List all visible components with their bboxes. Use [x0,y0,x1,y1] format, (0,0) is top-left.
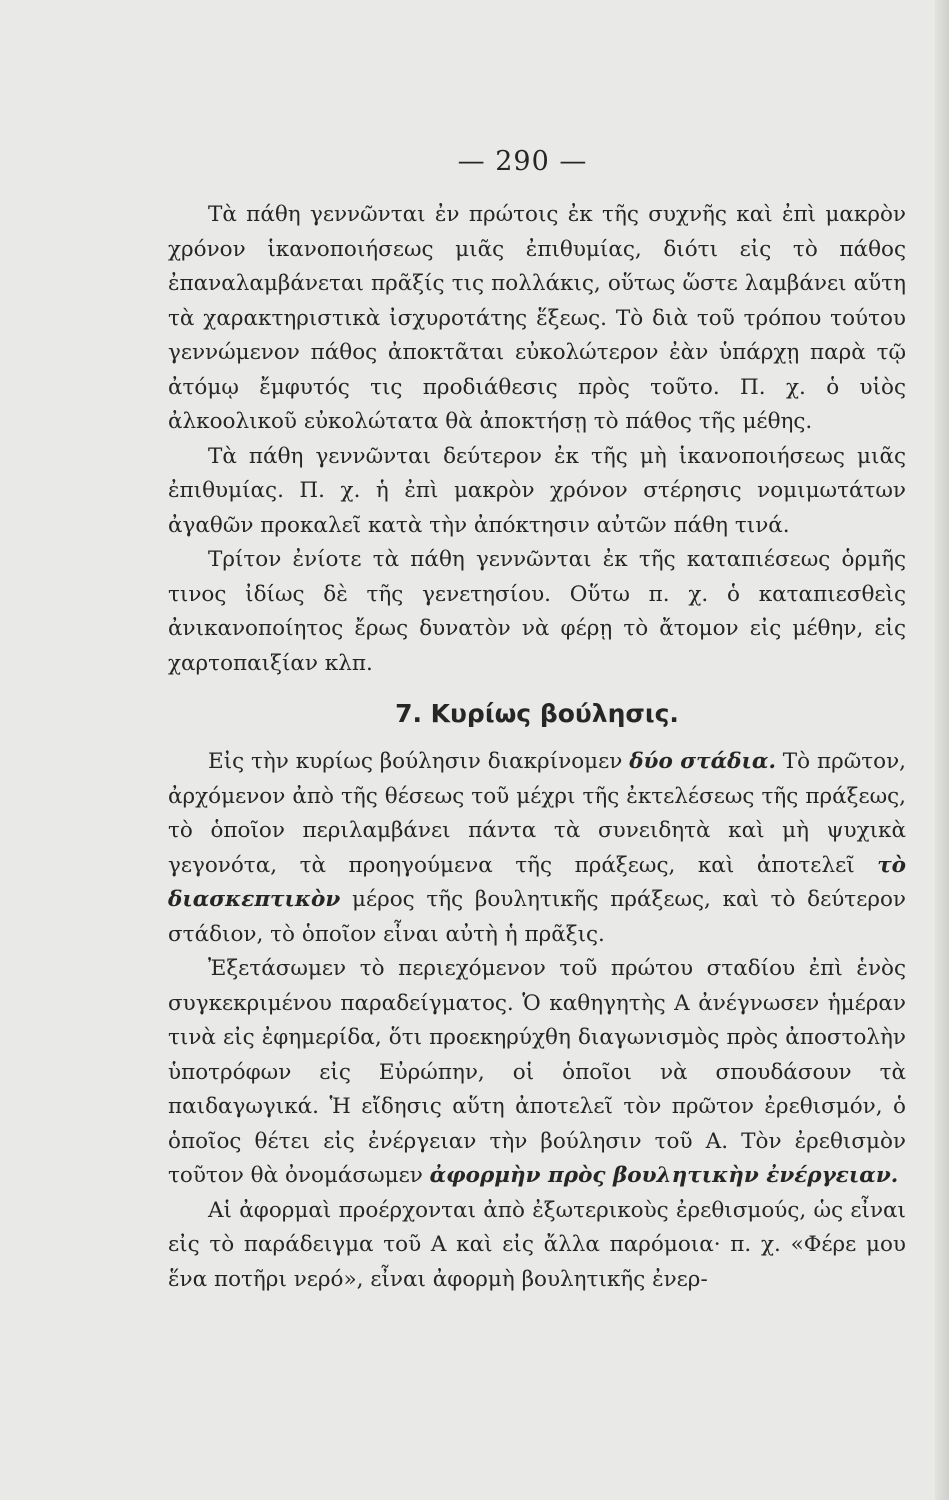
page-edge [935,0,949,1500]
emphasis-deliberative: τὸ διασκεπτικὸν [168,852,906,912]
page-body [168,198,906,1297]
section-heading: 7. Κυρίως βούλησις. [395,699,679,728]
paragraph-4-text-a: Εἰς τὴν κυρίως βούλησιν διακρίνομεν [208,749,630,774]
paragraph-5-text-a: Ἐξετάσωμεν τὸ περιεχόμενον τοῦ πρώτου σταδίου ἐπὶ ἑνὸς συγκεκριμένου παραδείγματος. Ὁ καθηγητὴς Α ἀνέγνωσεν ἡμέραν τινὰ εἰς ἐφημερίδα, ὅτι προεκηρύχθη διαγωνισμὸς πρὸς ἀποστολὴν ὑποτρόφων εἰς Εὐρώπην, οἱ ὁποῖοι νὰ σπουδάσουν τὰ παιδαγωγικά. Ἡ εἴδησις αὕτη ἀποτελεῖ τὸν πρῶτον ἐρεθισμόν, ὁ ὁποῖος θέτει εἰς ἐνέργειαν τὴν βούλησιν τοῦ Α. Τὸν ἐρεθισμὸν τοῦτον θὰ ὀνομάσωμεν [168,956,906,1188]
paragraph-2: Τὰ πάθη γεννῶνται δεύτερον ἐκ τῆς μὴ ἱκανοποιήσεως μιᾶς ἐπιθυμίας. Π. χ. ἡ ἐπὶ μακρὸν χρόνον στέρησις νομιμωτάτων ἀγαθῶν προκαλεῖ κατὰ τὴν ἀπόκτησιν αὐτῶν πάθη τινά. [168,443,906,538]
paragraph-4-text-e: μέρος τῆς βουλητικῆς πράξεως, καὶ τὸ δεύτερον στάδιον, τὸ ὁποῖον εἶναι αὐτὴ ἡ πρᾶξις. [168,887,906,947]
paragraph-3: Τρίτον ἐνίοτε τὰ πάθη γεννῶνται ἐκ τῆς καταπιέσεως ὁρμῆς τινος ἰδίως δὲ τῆς γενετησίου. Οὕτω π. χ. ὁ καταπιεσθεὶς ἀνικανοποίητος ἔρως δυνατὸν νὰ φέρῃ τὸ ἄτομον εἰς μέθην, εἰς χαρτοπαιξίαν κλπ. [168,547,906,676]
paragraph-4-text-c: Τὸ πρῶτον, ἀρχόμενον ἀπὸ τῆς θέσεως τοῦ μέχρι τῆς ἐκτελέσεως τῆς πράξεως, τὸ ὁποῖον περιλαμβάνει πάντα τὰ συνειδητὰ καὶ μὴ ψυχικὰ γεγονότα, τὰ προηγούμενα τῆς πράξεως, καὶ ἀποτελεῖ [168,749,906,878]
paragraph-5 [168,952,906,1194]
page-number: — 290 — [457,146,588,177]
emphasis-motive: ἀφορμὴν πρὸς βουλητικὴν ἐνέργειαν. [429,1163,899,1188]
paragraph-6: Αἱ ἀφορμαὶ προέρχονται ἀπὸ ἐξωτερικοὺς ἐρεθισμούς, ὡς εἶναι εἰς τὸ παράδειγμα τοῦ Α καὶ εἰς ἄλλα παρόμοια· π. χ. «Φέρε μου ἕνα ποτῆρι νερό», εἶναι ἀφορμὴ βουλητικῆς ἐνερ- [168,1197,906,1292]
emphasis-two-stages: δύο στάδια. [629,749,776,774]
paragraph-4 [168,745,906,952]
paragraph-1: Τὰ πάθη γεννῶνται ἐν πρώτοις ἐκ τῆς συχνῆς καὶ ἐπὶ μακρὸν χρόνον ἱκανοποιήσεως μιᾶς ἐπιθυμίας, διότι εἰς τὸ πάθος ἐπαναλαμβάνεται πρᾶξίς τις πολλάκις, οὕτως ὥστε λαμβάνει αὕτη τὰ χαρακτηριστικὰ ἰσχυροτάτης ἕξεως. Τὸ διὰ τοῦ τρόπου τούτου γεννώμενον πάθος ἀποκτᾶται εὐκολώτερον ἐὰν ὑπάρχῃ παρὰ τῷ ἀτόμῳ ἔμφυτός τις προδιάθεσις πρὸς τοῦτο. Π. χ. ὁ υἱὸς ἀλκοολικοῦ εὐκολώτατα θὰ ἀποκτήσῃ τὸ πάθος τῆς μέθης. [168,202,906,434]
